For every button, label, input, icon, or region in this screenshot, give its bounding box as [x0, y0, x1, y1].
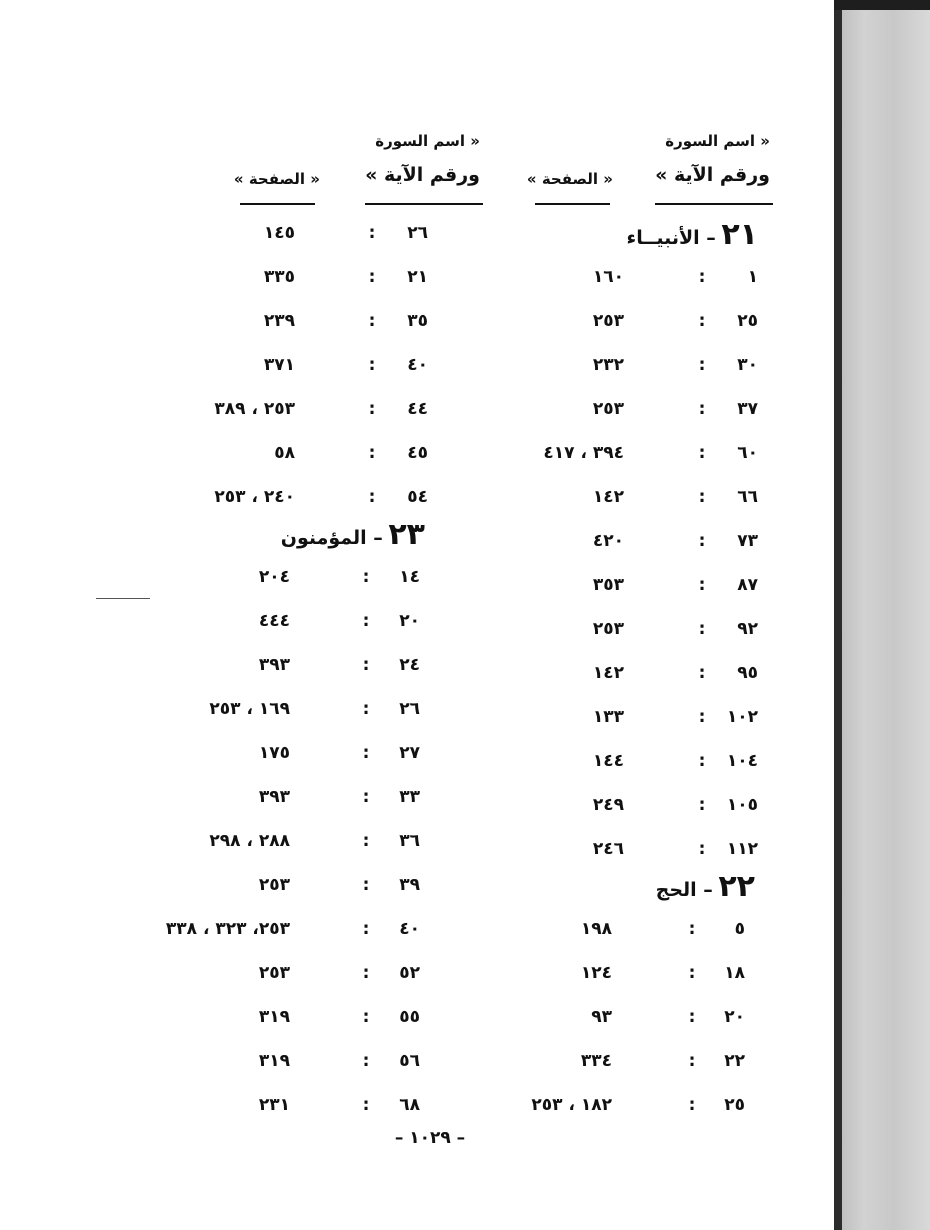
separator-colon: :: [362, 567, 370, 587]
page-numbers: ٣٥٣: [592, 575, 624, 595]
page-numbers: ١٩٨: [580, 919, 612, 939]
separator-colon: :: [698, 751, 706, 771]
separator-colon: :: [698, 663, 706, 683]
right-header-line2: ورقم الآية »: [655, 164, 770, 186]
separator-colon: :: [698, 619, 706, 639]
left-table-row: [0, 218, 930, 248]
page-numbers: ٣٧١: [263, 355, 295, 375]
right-header-page-rule: [535, 203, 610, 205]
verse-number: ٥٦: [399, 1051, 420, 1071]
verse-number: ٢٧: [399, 743, 420, 763]
separator-colon: :: [362, 919, 370, 939]
separator-colon: :: [362, 611, 370, 631]
page-numbers: ٢٥٣: [592, 311, 624, 331]
page-numbers: ٢٥٣: [258, 875, 290, 895]
left-table-row: [0, 958, 930, 988]
verse-number: ٥: [734, 919, 745, 939]
top-dark-band: [834, 0, 930, 10]
separator-colon: :: [368, 443, 376, 463]
separator-colon: :: [368, 223, 376, 243]
page-numbers: ٢٥٣: [592, 619, 624, 639]
verse-number: ٣٠: [737, 355, 758, 375]
separator-colon: :: [362, 699, 370, 719]
page-numbers: ١٤٤: [592, 751, 624, 771]
page-numbers: ١٣٣: [592, 707, 624, 727]
surah-number: ٢١: [721, 217, 758, 252]
left-header-verse: [365, 132, 480, 202]
separator-colon: :: [688, 1007, 696, 1027]
page-numbers: ٢٤٦: [592, 839, 624, 859]
separator-colon: :: [362, 1051, 370, 1071]
separator-colon: :: [698, 355, 706, 375]
verse-number: ٢٤: [399, 655, 420, 675]
separator-colon: :: [362, 655, 370, 675]
left-table-row: [0, 694, 930, 724]
verse-number: ٥٢: [399, 963, 420, 983]
verse-number: ٢٠: [724, 1007, 745, 1027]
page-numbers: ٣٩٣: [258, 787, 290, 807]
verse-number: ٢٦: [407, 223, 428, 243]
separator-colon: :: [362, 787, 370, 807]
page-numbers: ٣٩٤ ، ٤١٧: [543, 443, 624, 463]
page-numbers: ١٦٩ ، ٢٥٣: [209, 699, 290, 719]
separator-colon: :: [688, 919, 696, 939]
right-header-page: « الصفحة »: [526, 170, 613, 188]
surah-number: ٢٣: [388, 517, 425, 552]
verse-number: ٢٢: [724, 1051, 745, 1071]
surah-name: – المؤمنون: [280, 527, 383, 549]
page-numbers: ٢٥٣ ، ٣٨٩: [214, 399, 295, 419]
page-numbers: ٤٤٤: [258, 611, 290, 631]
separator-colon: :: [698, 839, 706, 859]
page-numbers: ١٤٢: [592, 487, 624, 507]
page-numbers: ٢٨٨ ، ٢٩٨: [209, 831, 290, 851]
left-table-row: [0, 870, 930, 900]
separator-colon: :: [368, 355, 376, 375]
separator-colon: :: [362, 743, 370, 763]
left-table-row: [0, 350, 930, 380]
left-table-row: [0, 306, 930, 336]
verse-number: ٣٦: [399, 831, 420, 851]
verse-number: ١٨: [724, 963, 745, 983]
verse-number: ٨٧: [737, 575, 758, 595]
page-numbers: ١٧٥: [258, 743, 290, 763]
verse-number: ٤٤: [407, 399, 428, 419]
verse-number: ١٠٥: [726, 795, 758, 815]
page-numbers: ٢٣٢: [592, 355, 624, 375]
separator-colon: :: [368, 487, 376, 507]
page-numbers: ١٨٢ ، ٢٥٣: [531, 1095, 612, 1115]
verse-number: ٢٠: [399, 611, 420, 631]
verse-number: ١١٢: [726, 839, 758, 859]
verse-number: ٦٦: [737, 487, 758, 507]
left-table-row: [0, 394, 930, 424]
verse-number: ١٠٤: [726, 751, 758, 771]
page-number-footer: – ١٠٢٩ –: [394, 1128, 466, 1148]
verse-number: ٣٧: [737, 399, 758, 419]
verse-number: ٤٥: [407, 443, 428, 463]
separator-colon: :: [362, 875, 370, 895]
left-table-row: [0, 562, 930, 592]
right-header-verse-rule: [655, 203, 773, 205]
page-numbers: ٢٥٣: [258, 963, 290, 983]
separator-colon: :: [368, 267, 376, 287]
separator-colon: :: [698, 707, 706, 727]
page-numbers: ٢٠٤: [258, 567, 290, 587]
left-table-row: [0, 738, 930, 768]
verse-number: ٢٥: [737, 311, 758, 331]
right-header-verse: [655, 132, 770, 202]
page-numbers: ٣٣٤: [580, 1051, 612, 1071]
left-table-row: [0, 1090, 930, 1120]
surah-name: – الحج: [655, 879, 713, 901]
surah-number: ٢٢: [718, 869, 755, 904]
verse-number: ٦٨: [399, 1095, 420, 1115]
separator-colon: :: [362, 831, 370, 851]
page-numbers: ٢٥٣، ٣٢٣ ، ٣٣٨: [165, 919, 290, 939]
surah-name: – الأنبيــاء: [626, 227, 716, 249]
left-table-row: [0, 606, 930, 636]
right-table-row: [0, 526, 930, 556]
separator-colon: :: [698, 399, 706, 419]
verse-number: ٤٠: [399, 919, 420, 939]
verse-number: ٩٥: [737, 663, 758, 683]
right-header-line1: « اسم السورة: [665, 132, 770, 150]
separator-colon: :: [698, 531, 706, 551]
left-header-page: « الصفحة »: [233, 170, 320, 188]
verse-number: ٥٤: [407, 487, 428, 507]
verse-number: ١٠٢: [726, 707, 758, 727]
verse-number: ٢٦: [399, 699, 420, 719]
page-numbers: ٢٣١: [258, 1095, 290, 1115]
page-numbers: ٥٨: [274, 443, 295, 463]
left-table-row: [0, 914, 930, 944]
page-numbers: ٩٣: [591, 1007, 612, 1027]
separator-colon: :: [688, 963, 696, 983]
left-table-row: [0, 782, 930, 812]
left-header-line2: ورقم الآية »: [365, 164, 480, 186]
separator-colon: :: [688, 1095, 696, 1115]
separator-colon: :: [368, 311, 376, 331]
separator-colon: :: [362, 1095, 370, 1115]
left-table-row: [0, 482, 930, 512]
verse-number: ٤٠: [407, 355, 428, 375]
left-table-row: [0, 262, 930, 292]
page-numbers: ٢٥٣: [592, 399, 624, 419]
verse-number: ٣٣: [399, 787, 420, 807]
verse-number: ٧٣: [737, 531, 758, 551]
verse-number: ١: [747, 267, 758, 287]
separator-colon: :: [698, 311, 706, 331]
separator-colon: :: [698, 267, 706, 287]
verse-number: ٦٠: [737, 443, 758, 463]
left-table-row: [0, 1046, 930, 1076]
left-header-page-rule: [240, 203, 315, 205]
page-numbers: ١٤٥: [263, 223, 295, 243]
page-numbers: ٤٢٠: [592, 531, 624, 551]
separator-colon: :: [698, 795, 706, 815]
verse-number: ٢٥: [724, 1095, 745, 1115]
verse-number: ١٤: [399, 567, 420, 587]
left-table-row: [0, 826, 930, 856]
separator-colon: :: [698, 487, 706, 507]
page-numbers: ٢٤٠ ، ٢٥٣: [214, 487, 295, 507]
page-numbers: ٣١٩: [258, 1007, 290, 1027]
separator-colon: :: [688, 1051, 696, 1071]
separator-colon: :: [698, 443, 706, 463]
verse-number: ٥٥: [399, 1007, 420, 1027]
page-numbers: ١٢٤: [580, 963, 612, 983]
verse-number: ٣٥: [407, 311, 428, 331]
page-numbers: ١٤٢: [592, 663, 624, 683]
separator-colon: :: [368, 399, 376, 419]
verse-number: ٣٩: [399, 875, 420, 895]
page-numbers: ١٦٠: [592, 267, 624, 287]
left-table-row: [0, 650, 930, 680]
page-numbers: ٣٩٣: [258, 655, 290, 675]
left-header-verse-rule: [365, 203, 483, 205]
page-numbers: ٣١٩: [258, 1051, 290, 1071]
separator-colon: :: [362, 963, 370, 983]
left-header-line1: « اسم السورة: [375, 132, 480, 150]
verse-number: ٢١: [407, 267, 428, 287]
separator-colon: :: [362, 1007, 370, 1027]
page-numbers: ٣٣٥: [263, 267, 295, 287]
verse-number: ٩٢: [737, 619, 758, 639]
left-table-row: [0, 438, 930, 468]
page-numbers: ٢٣٩: [263, 311, 295, 331]
separator-colon: :: [698, 575, 706, 595]
page-numbers: ٢٤٩: [592, 795, 624, 815]
left-table-row: [0, 1002, 930, 1032]
